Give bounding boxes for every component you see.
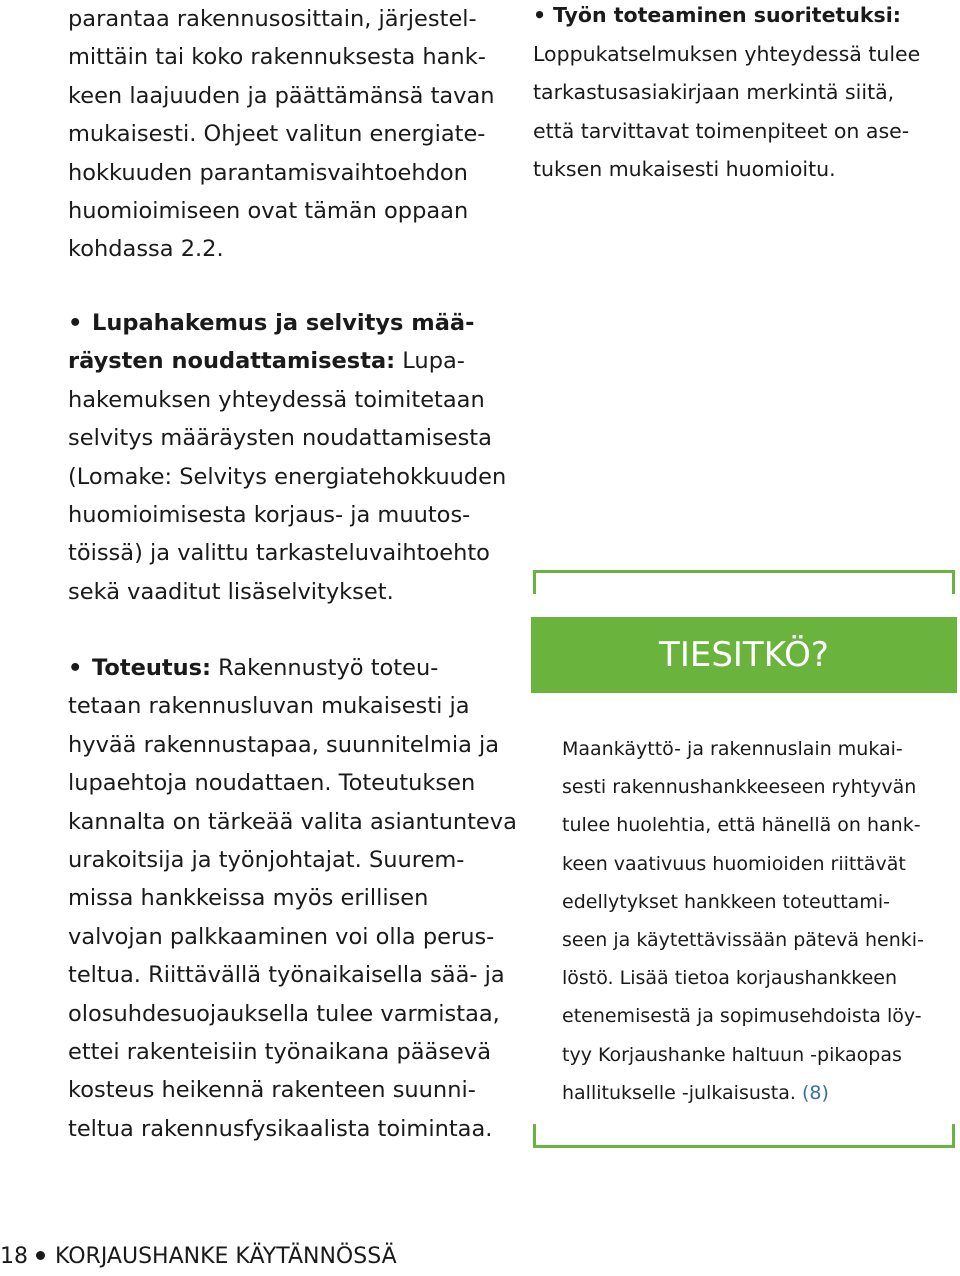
bullet-line: selvitys määräysten noudattamisesta xyxy=(68,425,492,452)
bullet-line: töissä) ja valittu tarkasteluvaihtoehto xyxy=(68,540,490,567)
tip-line: tulee huolehtia, että hänellä on hank- xyxy=(562,814,921,837)
tip-line: etenemisestä ja sopimusehdoista löy- xyxy=(562,1005,922,1028)
bullet-line: ettei rakenteisiin työnaikana pääsevä xyxy=(68,1039,492,1066)
bullet-toteutus xyxy=(68,649,517,1148)
tip-line: keen vaativuus huomioiden riittävät xyxy=(562,852,906,875)
intro-line: kohdassa 2.2. xyxy=(68,236,224,263)
tiesitko-text xyxy=(562,730,924,1112)
bullet-tyon-toteaminen xyxy=(533,0,953,189)
tip-line: tyy Korjaushanke haltuun -pikaopas xyxy=(562,1043,902,1066)
bullet-line: missa hankkeissa myös erillisen xyxy=(68,885,429,912)
bullet-title: Lupahakemus ja selvitys mää- xyxy=(92,310,475,336)
footer-title: KORJAUSHANKE KÄYTÄNNÖSSÄ xyxy=(55,1244,397,1269)
bullet-line: sekä vaaditut lisäselvitykset. xyxy=(68,578,394,605)
bullet-lupahakemus xyxy=(68,304,508,611)
tiesitko-heading: TIESITKÖ? xyxy=(531,617,957,693)
intro-line: mittäin tai koko rakennuksesta hank- xyxy=(68,44,486,71)
page-number: 18 xyxy=(0,1244,28,1269)
bullet-line: hakemuksen yhteydessä toimitetaan xyxy=(68,386,485,413)
tip-line: edellytykset hankkeen toteuttami- xyxy=(562,890,890,913)
bullet-line: huomioimisesta korjaus- ja muutos- xyxy=(68,502,471,529)
tip-line: Maankäyttö- ja rakennuslain mukai- xyxy=(562,738,903,760)
bullet-line: kosteus heikennä rakenteen suunni- xyxy=(68,1077,476,1104)
reference-link[interactable]: (8) xyxy=(801,1081,829,1104)
intro-line: huomioimiseen ovat tämän oppaan xyxy=(68,198,469,225)
bullet-icon: • xyxy=(68,310,83,336)
intro-line: hokkuuden parantamisvaihtoehdon xyxy=(68,159,468,186)
bullet-dot-icon xyxy=(36,1251,45,1260)
bullet-line: teltua rakennusfysikaalista toimintaa. xyxy=(68,1115,493,1142)
tip-line: sesti rakennushankkeeseen ryhtyvän xyxy=(562,776,917,799)
bullet-line: lupaehtoja noudattaen. Toteutuksen xyxy=(68,770,476,797)
bullet-title: Toteutus: xyxy=(92,655,212,681)
intro-paragraph xyxy=(68,0,508,269)
tip-line: löstö. Lisää tietoa korjaushankkeen xyxy=(562,967,897,990)
bullet-icon: • xyxy=(533,3,547,27)
tip-line: seen ja käytettävissään pätevä henki- xyxy=(562,929,924,952)
bullet-line: kannalta on tärkeää valita asiantunteva xyxy=(68,808,517,835)
intro-line: parantaa rakennusosittain, järjestel- xyxy=(68,6,477,32)
tiesitko-frame-top xyxy=(533,570,955,594)
bullet-line: tuksen mukaisesti huomioitu. xyxy=(533,157,836,181)
bullet-line: teltua. Riittävällä työnaikaisella sää- ja xyxy=(68,962,505,989)
bullet-line: että tarvittavat toimenpiteet on ase- xyxy=(533,118,910,143)
bullet-title: Työn toteaminen suoritetuksi: xyxy=(553,3,901,27)
bullet-line: olosuhdesuojauksella tulee varmistaa, xyxy=(68,1000,500,1027)
bullet-line: urakoitsija ja työnjohtajat. Suurem- xyxy=(68,847,465,874)
bullet-line: Loppukatselmuksen yhteydessä tulee xyxy=(533,41,921,66)
tip-line: hallitukselle -julkaisusta. xyxy=(562,1081,796,1104)
bullet-line: valvojan palkkaaminen voi olla perus- xyxy=(68,923,495,950)
tiesitko-frame-bottom xyxy=(533,1124,955,1148)
bullet-line: (Lomake: Selvitys energiatehokkuuden xyxy=(68,463,507,490)
bullet-line: tetaan rakennusluvan mukaisesti ja xyxy=(68,693,470,720)
intro-line: mukaisesti. Ohjeet valitun energiate- xyxy=(68,121,486,148)
bullet-line: tarkastusasiakirjaan merkintä siitä, xyxy=(533,80,895,104)
bullet-text: Rakennustyö toteu- xyxy=(211,655,439,681)
intro-line: keen laajuuden ja päättämänsä tavan xyxy=(68,82,495,109)
bullet-text: Lupa- xyxy=(395,348,465,375)
bullet-line: hyvää rakennustapaa, suunnitelmia ja xyxy=(68,731,500,758)
bullet-icon: • xyxy=(68,655,83,681)
bullet-title-cont: räysten noudattamisesta: xyxy=(68,348,396,375)
page-footer xyxy=(0,1242,397,1272)
